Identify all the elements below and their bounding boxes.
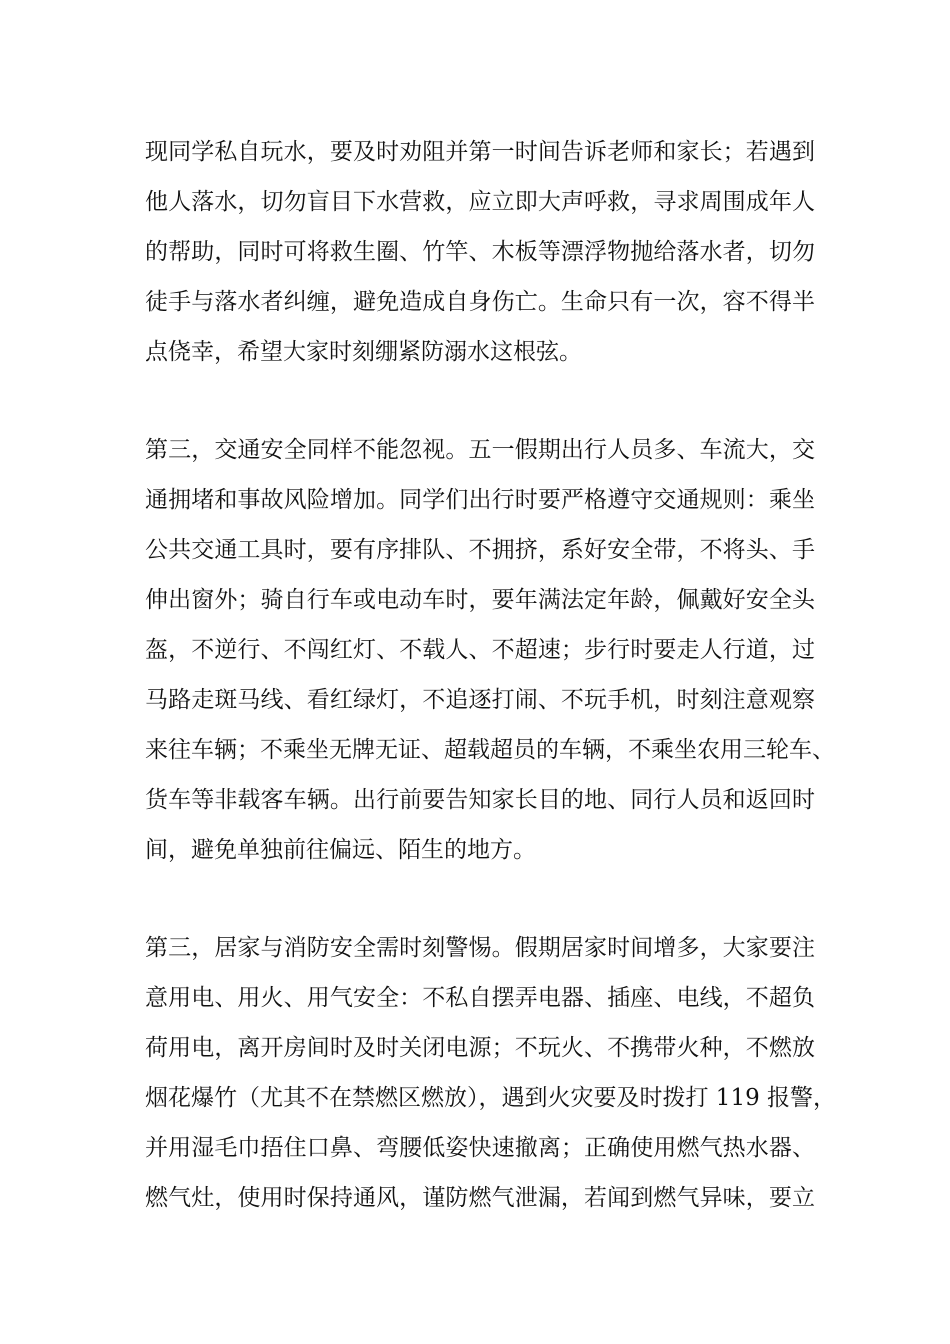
- paragraph-traffic-safety: [145, 425, 835, 875]
- text-line: 荷用电，离开房间时及时关闭电源；不玩火、不携带火种，不燃放: [145, 1035, 815, 1061]
- text-line: 的帮助，同时可将救生圈、竹竿、木板等漂浮物抛给落水者，切勿: [145, 239, 815, 265]
- text-line: 他人落水，切勿盲目下水营救，应立即大声呼救，寻求周围成年人: [145, 189, 815, 215]
- text-line: 点侥幸，希望大家时刻绷紧防溺水这根弦。: [145, 339, 582, 365]
- text-line: 意用电、用火、用气安全：不私自摆弄电器、插座、电线，不超负: [145, 985, 815, 1011]
- text-line: 通拥堵和事故风险增加。同学们出行时要严格遵守交通规则：乘坐: [145, 487, 815, 513]
- text-line: 第三，居家与消防安全需时刻警惕。假期居家时间增多，大家要注: [145, 935, 815, 961]
- text-line: 伸出窗外；骑自行车或电动车时，要年满法定年龄，佩戴好安全头: [145, 587, 815, 613]
- text-line: 公共交通工具时，要有序排队、不拥挤，系好安全带，不将头、手: [145, 537, 815, 563]
- text-line: 来往车辆；不乘坐无牌无证、超载超员的车辆，不乘坐农用三轮车、: [145, 737, 835, 763]
- text-line: 燃气灶，使用时保持通风，谨防燃气泄漏，若闻到燃气异味，要立: [145, 1185, 815, 1211]
- text-line: 马路走斑马线、看红绿灯，不追逐打闹、不玩手机，时刻注意观察: [145, 687, 815, 713]
- text-line: 徒手与落水者纠缠，避免造成自身伤亡。生命只有一次，容不得半: [145, 289, 815, 315]
- text-line: 货车等非载客车辆。出行前要告知家长目的地、同行人员和返回时: [145, 787, 815, 813]
- text-line: 盔，不逆行、不闯红灯、不载人、不超速；步行时要走人行道，过: [145, 637, 815, 663]
- text-line: 第三，交通安全同样不能忽视。五一假期出行人员多、车流大，交: [145, 437, 815, 463]
- text-line: 现同学私自玩水，要及时劝阻并第一时间告诉老师和家长；若遇到: [145, 139, 815, 165]
- text-line: 并用湿毛巾捂住口鼻、弯腰低姿快速撤离；正确使用燃气热水器、: [145, 1135, 815, 1161]
- text-line: 间，避免单独前往偏远、陌生的地方。: [145, 837, 536, 863]
- text-line: 烟花爆竹（尤其不在禁燃区燃放），遇到火灾要及时拨打 119 报警，: [145, 1085, 837, 1111]
- paragraph-drowning-prevention: [145, 127, 815, 377]
- paragraph-home-fire-safety: [145, 923, 837, 1223]
